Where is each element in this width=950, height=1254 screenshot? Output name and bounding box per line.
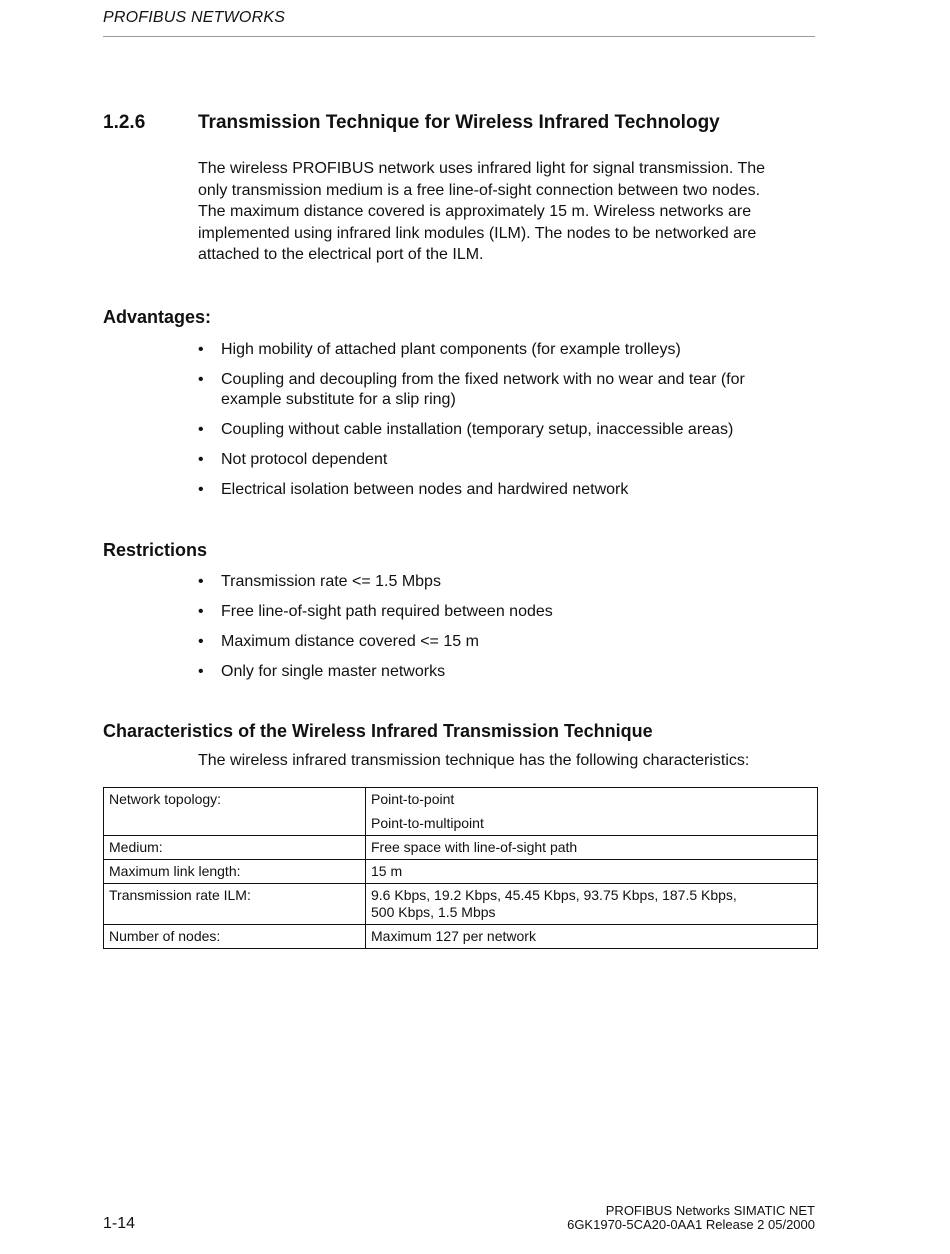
table-row <box>104 925 818 949</box>
section-number: 1.2.6 <box>103 112 146 133</box>
table-cell-label: Transmission rate ILM: <box>104 884 366 925</box>
intro-paragraph <box>198 158 808 266</box>
bullet-icon: • <box>198 341 204 358</box>
table-cell-value: Maximum 127 per network <box>366 925 818 949</box>
list-item: • Coupling and decoupling from the fixed network with no wear and tear (for example substitute for a slip ring) <box>198 371 745 408</box>
list-item: • Electrical isolation between nodes and hardwired network <box>198 481 629 498</box>
running-header: PROFIBUS NETWORKS <box>103 9 815 37</box>
table-cell-label: Medium: <box>104 836 366 860</box>
restrictions-heading: Restrictions <box>103 540 208 560</box>
table-cell-value: 9.6 Kbps, 19.2 Kbps, 45.45 Kbps, 93.75 Kbps, 187.5 Kbps, 500 Kbps, 1.5 Mbps <box>366 884 818 925</box>
list-item: • Coupling without cable installation (temporary setup, inaccessible areas) <box>198 421 734 438</box>
footer-publication-info <box>567 1204 815 1232</box>
table-cell-label: Network topology: <box>104 788 366 836</box>
table-cell-value: 15 m <box>366 860 818 884</box>
footer-manual-title: PROFIBUS Networks SIMATIC NET <box>605 1203 815 1218</box>
characteristics-intro: The wireless infrared transmission technique has the following characteristics: <box>198 752 750 769</box>
intro-line: implemented using infrared link modules (ILM). The nodes to be networked are <box>198 224 757 242</box>
bullet-icon: • <box>198 603 204 620</box>
intro-line: only transmission medium is a free line-of-sight connection between two nodes. <box>198 181 761 199</box>
list-item: • Only for single master networks <box>198 663 446 680</box>
intro-line: The wireless PROFIBUS network uses infrared light for signal transmission. The <box>198 160 766 177</box>
list-item: • Transmission rate <= 1.5 Mbps <box>198 573 441 590</box>
list-item: • High mobility of attached plant components (for example trolleys) <box>198 341 681 358</box>
list-item: • Not protocol dependent <box>198 451 388 468</box>
bullet-icon: • <box>198 633 204 650</box>
restrictions-list <box>198 572 798 692</box>
bullet-icon: • <box>198 663 204 680</box>
table-row <box>104 884 818 925</box>
characteristics-table <box>103 787 818 949</box>
table-row <box>104 836 818 860</box>
table-row <box>104 860 818 884</box>
intro-line: The maximum distance covered is approximately 15 m. Wireless networks are <box>198 203 752 220</box>
advantages-heading: Advantages: <box>103 307 212 327</box>
section-title: Transmission Technique for Wireless Infrared Technology <box>198 112 720 133</box>
section-heading <box>103 112 720 134</box>
table-cell-value: Free space with line-of-sight path <box>366 836 818 860</box>
bullet-icon: • <box>198 481 204 498</box>
table-cell-value: Point-to-point Point-to-multipoint <box>366 788 818 836</box>
page-number: 1-14 <box>103 1215 136 1232</box>
bullet-icon: • <box>198 421 204 438</box>
footer-order-number: 6GK1970-5CA20-0AA1 Release 2 05/2000 <box>567 1217 815 1232</box>
bullet-icon: • <box>198 573 204 590</box>
table-cell-label: Number of nodes: <box>104 925 366 949</box>
table-row <box>104 788 818 836</box>
bullet-icon: • <box>198 371 204 388</box>
list-item: • Maximum distance covered <= 15 m <box>198 633 479 650</box>
advantages-list <box>198 340 798 510</box>
characteristics-heading: Characteristics of the Wireless Infrared Transmission Technique <box>103 721 653 741</box>
table-cell-label: Maximum link length: <box>104 860 366 884</box>
bullet-icon: • <box>198 451 204 468</box>
list-item: • Free line-of-sight path required between nodes <box>198 603 553 620</box>
intro-line: attached to the electrical port of the ILM. <box>198 246 484 263</box>
